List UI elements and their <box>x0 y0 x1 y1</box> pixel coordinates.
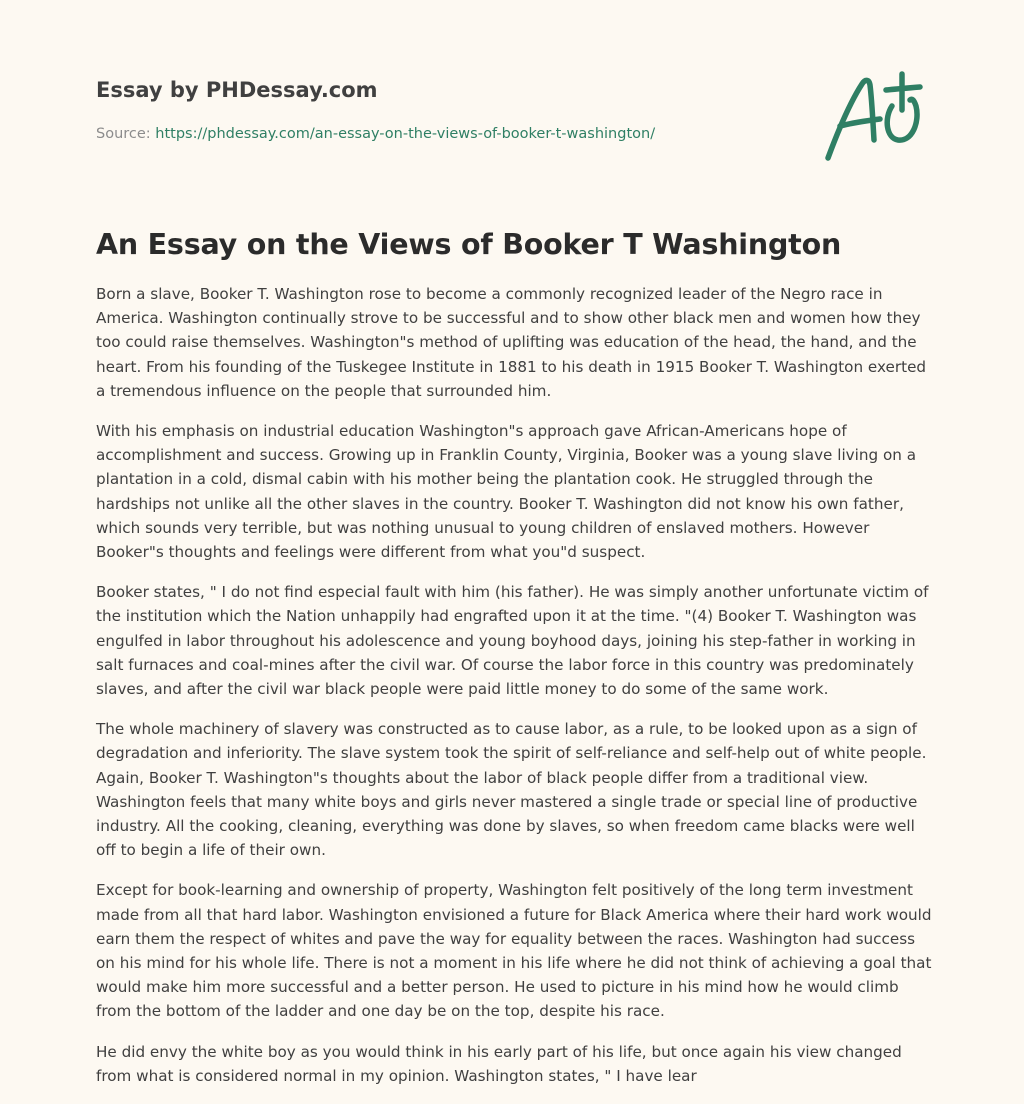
essay-paragraph: Booker states, " I do not find especial fault with him (his father). He was simply another unfortunate victim of the institution which the Nation unhappily had engrafted upon it at the time. "(4) Booker T. Washington was engulfed in labor throughout his adolescence and young boyhood days, joining his step-father in working in salt furnaces and coal-mines after the civil war. Of course the labor force in this country was predominately slaves, and after the civil war black people were paid little money to do some of the same work. <box>96 583 929 699</box>
a-plus-grade-icon <box>816 66 934 166</box>
essay-paragraph: Except for book-learning and ownership of property, Washington felt positively of the long term investment made from all that hard labor. Washington envisioned a future for Black America where their hard work would earn them the respect of whites and pave the way for equality between the races. Washington had success on his mind for his whole life. There is not a moment in his life where he did not think of achieving a goal that would make him more successful and a better person. He used to picture in his mind how he would climb from the bottom of the ladder and one day be on the top, despite his race. <box>96 881 932 1021</box>
essay-title: An Essay on the Views of Booker T Washington <box>96 228 842 261</box>
essay-paragraph: He did envy the white boy as you would think in his early part of his life, but once again his view changed from what is considered normal in my opinion. Washington states, " I have lear <box>96 1042 902 1085</box>
source-label: Source: <box>96 126 156 142</box>
site-name: Essay by PHDessay.com <box>96 78 378 102</box>
site-header <box>96 76 796 144</box>
essay-paragraph: With his emphasis on industrial education Washington"s approach gave African-Americans hope of accomplishment and success. Growing up in Franklin County, Virginia, Booker was a young slave living on a plantation in a cold, dismal cabin with his mother being the plantation cook. He struggled through the hardships not unlike all the other slaves in the country. Booker T. Washington did not know his own father, which sounds very terrible, but was nothing unusual to young children of enslaved mothers. However Booker"s thoughts and feelings were different from what you"d suspect. <box>96 422 917 562</box>
source-line <box>96 124 796 144</box>
source-link[interactable]: https://phdessay.com/an-essay-on-the-views-of-booker-t-washington/ <box>155 126 656 142</box>
essay-paragraph: Born a slave, Booker T. Washington rose to become a commonly recognized leader of the Negro race in America. Washington continually strove to be successful and to show other black men and women how they too could raise themselves. Washington"s method of uplifting was education of the head, the hand, and the heart. From his founding of the Tuskegee Institute in 1881 to his death in 1915 Booker T. Washington exerted a tremendous influence on the people that surrounded him. <box>96 285 927 400</box>
essay-paragraph: The whole machinery of slavery was constructed as to cause labor, as a rule, to be looked upon as a sign of degradation and inferiority. The slave system took the spirit of self-reliance and self-help out of white people. Again, Booker T. Washington"s thoughts about the labor of black people differ from a traditional view. Washington feels that many white boys and girls never mastered a single trade or special line of productive industry. All the cooking, cleaning, everything was done by slaves, so when freedom came blacks were well off to begin a life of their own. <box>96 720 927 860</box>
essay-body <box>96 282 932 1104</box>
